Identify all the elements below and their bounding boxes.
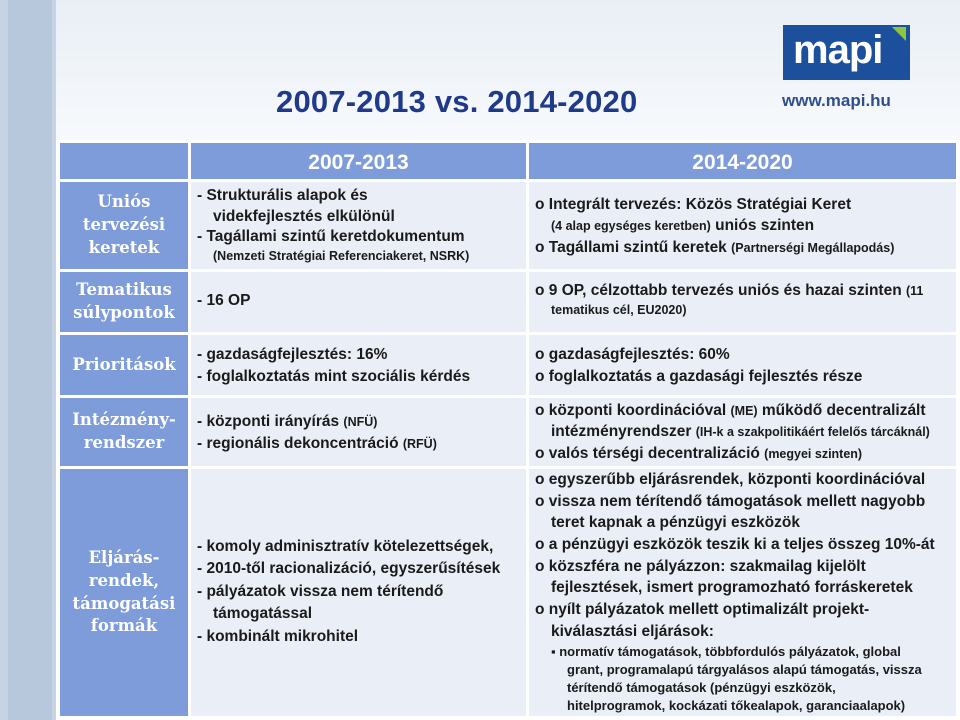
cell-line-rest: uniós szinten <box>710 217 815 235</box>
row-header-line: tervezési <box>82 215 166 235</box>
cell-line: tematikus cél, EU2020) <box>551 302 687 317</box>
sub-bullet-line: térítendő támogatások (pénzügyi eszközök, <box>567 679 836 695</box>
cell-line: o a pénzügyi eszközök teszik ki a teljes összeg 10%-át <box>535 536 935 554</box>
cell-line <box>535 281 950 302</box>
cell-line: - foglalkoztatás mint szociális kérdés <box>197 367 471 385</box>
left-decorative-stripe <box>0 0 56 720</box>
cell-line <box>535 215 950 236</box>
cell-line-small: (RFÜ) <box>402 436 437 451</box>
cell-line: - 2010-től racionalizáció, egyszerűsítések <box>197 560 501 578</box>
corner-header-cell <box>60 143 188 179</box>
cell-2014-tervezesi-keretek <box>529 182 956 269</box>
row-header-line: Prioritások <box>72 354 176 374</box>
cell-line-small: (IH-k a szakpolitikáért felelős tárcáknál) <box>695 425 930 440</box>
cell-line: o gazdaságfejlesztés: 60% <box>535 346 730 363</box>
cell-line: o foglalkoztatás a gazdasági fejlesztés része <box>535 367 863 385</box>
sub-bullet-line: hitelprogramok, kockázati tőkealapok, garanciaalapok) <box>567 698 906 714</box>
row-header-prioritasok <box>60 335 188 395</box>
cell-line-small: (11 <box>905 284 924 298</box>
cell-2014-intezmenyrendszer <box>529 398 956 466</box>
cell-line: videkfejlesztés elkülönül <box>213 207 395 225</box>
cell-line-main: o Tagállami szintű keretek <box>535 238 732 256</box>
cell-line: - 16 OP <box>197 292 251 309</box>
cell-2007-prioritasok <box>191 335 526 395</box>
cell-line <box>197 433 520 455</box>
cell-line <box>535 443 950 464</box>
row-header-line: Tematikus <box>76 280 172 300</box>
page-title: 2007-2013 vs. 2014-2020 <box>276 84 638 119</box>
logo-url: www.mapi.hu <box>782 91 891 110</box>
cell-line-main: - regionális dekoncentráció <box>197 434 403 452</box>
row-header-unios-tervezesi-keretek <box>60 182 188 269</box>
column-header-2014-2020: 2014-2020 <box>529 143 956 179</box>
row-header-line: formák <box>90 616 158 636</box>
cell-line: o vissza nem térítendő támogatások mellett nagyobb <box>535 492 926 510</box>
cell-line <box>535 237 950 258</box>
cell-line-main: o központi koordinációval <box>535 402 731 419</box>
cell-2014-prioritasok <box>529 335 956 395</box>
cell-2007-eljarasrendek <box>191 469 526 716</box>
cell-line-rest: működő decentralizált <box>757 402 926 419</box>
row-header-line: Uniós <box>97 192 151 212</box>
cell-line: o nyílt pályázatok mellett optimalizált projekt- <box>535 601 870 619</box>
cell-line-main: intézményrendszer <box>551 423 696 441</box>
cell-line: teret kapnak a pénzügyi eszközök <box>551 514 800 532</box>
row-header-line: Eljárás- <box>88 547 160 567</box>
sub-bullet-list <box>535 643 950 716</box>
mapi-logo <box>783 25 910 80</box>
column-header-2007-2013: 2007-2013 <box>191 143 526 179</box>
cell-line-small: (4 alap egységes keretben) <box>551 219 711 234</box>
cell-line-main: o valós térségi decentralizáció <box>535 444 765 462</box>
cell-2014-tematikus <box>529 272 956 332</box>
row-header-intezmenyrendszer <box>60 398 188 466</box>
cell-2007-tervezesi-keretek <box>191 182 526 269</box>
cell-line-main: - központi irányírás <box>197 413 344 430</box>
row-header-line: keretek <box>88 237 160 257</box>
row-header-tematikus-sulypontok <box>60 272 188 332</box>
comparison-table <box>60 143 956 716</box>
cell-line: o Integrált tervezés: Közös Stratégiai Keret <box>535 196 852 213</box>
cell-line: - pályázatok vissza nem térítendő <box>197 582 444 600</box>
cell-line: - kombinált mikrohitel <box>197 627 359 645</box>
row-header-line: támogatási <box>72 593 176 613</box>
left-stripe-inner <box>8 0 52 720</box>
cell-line <box>535 421 950 442</box>
cell-line: támogatással <box>213 605 313 623</box>
sub-bullet-line: grant, programalapú tárgyalásos alapú támogatás, vissza <box>567 661 922 677</box>
cell-line: (Nemzeti Stratégiai Referenciakeret, NSRK) <box>213 248 470 263</box>
cell-line-small: (ME) <box>730 404 758 418</box>
cell-2007-intezmenyrendszer <box>191 398 526 466</box>
sub-bullet-line: ▪ normatív támogatások, többfordulós pályázatok, global <box>551 643 901 659</box>
cell-2014-eljarasrendek <box>529 469 956 716</box>
cell-line-small: (NFÜ) <box>343 415 378 429</box>
cell-line: - gazdaságfejlesztés: 16% <box>197 346 388 363</box>
cell-line-small: (megyei szinten) <box>764 446 863 461</box>
cell-line: kiválasztási eljárások: <box>551 622 714 640</box>
cell-line: fejlesztések, ismert programozható forráskeretek <box>551 579 913 597</box>
logo-triangle-icon <box>892 27 906 41</box>
cell-2007-tematikus <box>191 272 526 332</box>
logo-text: mapi <box>793 28 883 72</box>
cell-line: - Strukturális alapok és <box>197 187 368 204</box>
cell-line: o egyszerűbb eljárásrendek, központi koordinációval <box>535 471 926 488</box>
row-header-eljarasrendek <box>60 469 188 716</box>
cell-line: - Tagállami szintű keretdokumentum <box>197 228 465 246</box>
row-header-line: rendszer <box>83 433 165 452</box>
row-header-line: súlypontok <box>73 303 175 322</box>
cell-line: - komoly adminisztratív kötelezettségek, <box>197 538 494 555</box>
cell-line-main: o 9 OP, célzottabb tervezés uniós és hazai szinten <box>535 282 906 299</box>
cell-line: o közszféra ne pályázzon: szakmailag kijelölt <box>535 557 866 575</box>
cell-line-small: (Partnerségi Megállapodás) <box>731 240 895 255</box>
cell-line <box>535 400 950 421</box>
cell-line <box>197 411 520 433</box>
row-header-line: rendek, <box>88 570 160 590</box>
row-header-line: Intézmény- <box>72 410 176 430</box>
